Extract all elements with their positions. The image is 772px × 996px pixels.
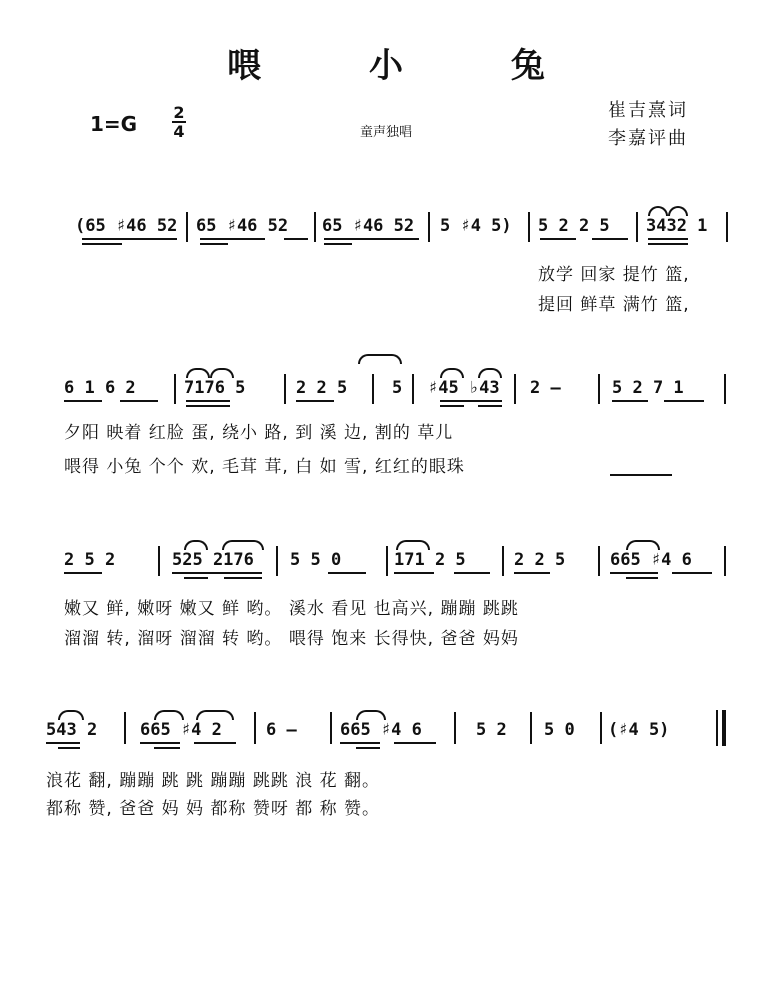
key-signature: 1=G	[90, 112, 138, 136]
measure-notes: 6 1 6 2	[64, 378, 136, 398]
beam-underline	[440, 400, 502, 402]
measure-notes: 5 2 7 1	[612, 378, 684, 398]
measure-notes: 2 2 5	[514, 550, 566, 570]
score-system-4	[0, 706, 772, 996]
beam-underline	[154, 747, 180, 749]
measure-notes: 7176 5	[184, 378, 246, 398]
time-signature	[172, 104, 186, 140]
slur	[222, 540, 264, 550]
barline	[254, 712, 256, 744]
measure-notes: 525 2176	[172, 550, 254, 570]
measure-notes: 2 5 2	[64, 550, 116, 570]
measure-notes: 171 2 5	[394, 550, 466, 570]
barline	[386, 546, 388, 576]
slur	[396, 540, 430, 550]
measure-notes: 543 2	[46, 720, 98, 740]
beam-underline	[324, 238, 419, 240]
measure-notes: 2 2 5	[296, 378, 348, 398]
measure-notes: 665 ♯4 6	[340, 720, 422, 740]
slur	[154, 710, 184, 720]
measure-notes: 65 ♯46 52	[322, 216, 415, 236]
beam-underline	[172, 572, 262, 574]
lyrics-verse-1: 浪花 翻, 蹦蹦 跳 跳 蹦蹦 跳跳 浪 花 翻。	[46, 771, 381, 791]
composer-credit: 李嘉评曲	[608, 128, 688, 149]
performance-note: 童声独唱	[360, 125, 413, 140]
beam-underline	[140, 742, 180, 744]
measure-notes: ♯45 ♭43	[428, 378, 500, 398]
slur	[440, 368, 464, 378]
measure-notes: 65 ♯46 52	[196, 216, 289, 236]
beam-underline	[592, 238, 628, 240]
beam-underline	[328, 572, 366, 574]
slur	[668, 206, 688, 216]
beam-underline	[394, 742, 436, 744]
beam-underline	[610, 572, 658, 574]
barline	[598, 374, 600, 404]
beam-underline	[296, 400, 334, 402]
lyrics-verse-2: 都称 赞, 爸爸 妈 妈 都称 赞呀 都 称 赞。	[46, 799, 381, 819]
measure-notes: 3432 1	[646, 216, 708, 236]
beam-underline	[648, 238, 688, 240]
measure-notes: (65 ♯46 52	[75, 216, 178, 236]
barline	[724, 546, 726, 576]
beam-underline	[58, 747, 80, 749]
beam-underline	[664, 400, 704, 402]
beam-underline	[440, 405, 464, 407]
lyrics-verse-2: 溜溜 转, 溜呀 溜溜 转 哟。 喂得 饱来 长得快, 爸爸 妈妈	[64, 629, 519, 649]
beam-underline	[324, 243, 352, 245]
slur	[58, 710, 84, 720]
measure-notes: 5 2	[476, 720, 507, 740]
barline	[502, 546, 504, 576]
song-title: 喂 小 兔	[227, 46, 593, 86]
measure-notes: 5 5 0	[290, 550, 342, 570]
beam-underline	[340, 742, 380, 744]
barline	[330, 712, 332, 744]
beam-underline	[186, 405, 230, 407]
barline	[598, 546, 600, 576]
lyricist-credit: 崔吉熹词	[608, 100, 688, 121]
tie	[358, 354, 402, 364]
beam-underline	[284, 238, 308, 240]
slur	[184, 540, 208, 550]
barline	[276, 546, 278, 576]
beam-underline	[540, 238, 576, 240]
slur	[626, 540, 660, 550]
beam-underline	[82, 243, 122, 245]
measure-notes: 5	[392, 378, 403, 398]
barline	[530, 712, 532, 744]
barline	[528, 212, 530, 242]
lyric-underline	[610, 474, 672, 476]
barline	[428, 212, 430, 242]
barline	[174, 374, 176, 404]
beam-underline	[394, 572, 434, 574]
barline	[158, 546, 160, 576]
beam-underline	[120, 400, 158, 402]
lyrics-verse-1: 放学 回家 提竹 篮,	[538, 265, 690, 285]
slur	[648, 206, 668, 216]
barline	[514, 374, 516, 404]
final-barline-thick	[722, 710, 726, 746]
measure-notes: 5 0	[544, 720, 575, 740]
measure-notes: (♯4 5)	[608, 720, 670, 740]
lyrics-verse-2: 提回 鲜草 满竹 篮,	[538, 295, 690, 315]
beam-underline	[356, 747, 380, 749]
measure-notes: 665 ♯4 2	[140, 720, 222, 740]
barline	[186, 212, 188, 242]
beam-underline	[64, 572, 102, 574]
lyrics-verse-1: 嫩又 鲜, 嫩呀 嫩又 鲜 哟。 溪水 看见 也高兴, 蹦蹦 跳跳	[64, 599, 519, 619]
beam-underline	[200, 243, 228, 245]
slur	[210, 368, 234, 378]
beam-underline	[64, 400, 102, 402]
barline	[454, 712, 456, 744]
beam-underline	[514, 572, 550, 574]
barline	[412, 374, 414, 404]
beam-underline	[626, 577, 658, 579]
barline	[314, 212, 316, 242]
measure-notes: 665 ♯4 6	[610, 550, 692, 570]
lyrics-verse-1: 夕阳 映着 红脸 蛋, 绕小 路, 到 溪 边, 割的 草儿	[64, 423, 454, 443]
measure-notes: 6 —	[266, 720, 297, 740]
barline	[372, 374, 374, 404]
barline	[600, 712, 602, 744]
beam-underline	[224, 577, 262, 579]
beam-underline	[194, 742, 236, 744]
slur	[356, 710, 386, 720]
slur	[196, 710, 234, 720]
beam-underline	[478, 405, 502, 407]
beam-underline	[648, 243, 688, 245]
barline	[636, 212, 638, 242]
beam-underline	[454, 572, 490, 574]
barline	[726, 212, 728, 242]
beam-underline	[672, 572, 712, 574]
final-barline-thin	[716, 710, 718, 746]
lyrics-verse-2: 喂得 小兔 个个 欢, 毛茸 茸, 白 如 雪, 红红的眼珠	[64, 457, 465, 477]
measure-notes: 2 —	[530, 378, 561, 398]
barline	[124, 712, 126, 744]
beam-underline	[612, 400, 648, 402]
barline	[284, 374, 286, 404]
beam-underline	[186, 400, 230, 402]
time-signature-top: 2	[173, 103, 185, 122]
beam-underline	[82, 238, 177, 240]
measure-notes: 5 2 2 5	[538, 216, 610, 236]
barline	[724, 374, 726, 404]
beam-underline	[200, 238, 265, 240]
time-signature-bottom: 4	[173, 122, 185, 141]
beam-underline	[184, 577, 208, 579]
measure-notes: 5 ♯4 5)	[440, 216, 512, 236]
beam-underline	[46, 742, 80, 744]
slur	[478, 368, 502, 378]
slur	[186, 368, 210, 378]
